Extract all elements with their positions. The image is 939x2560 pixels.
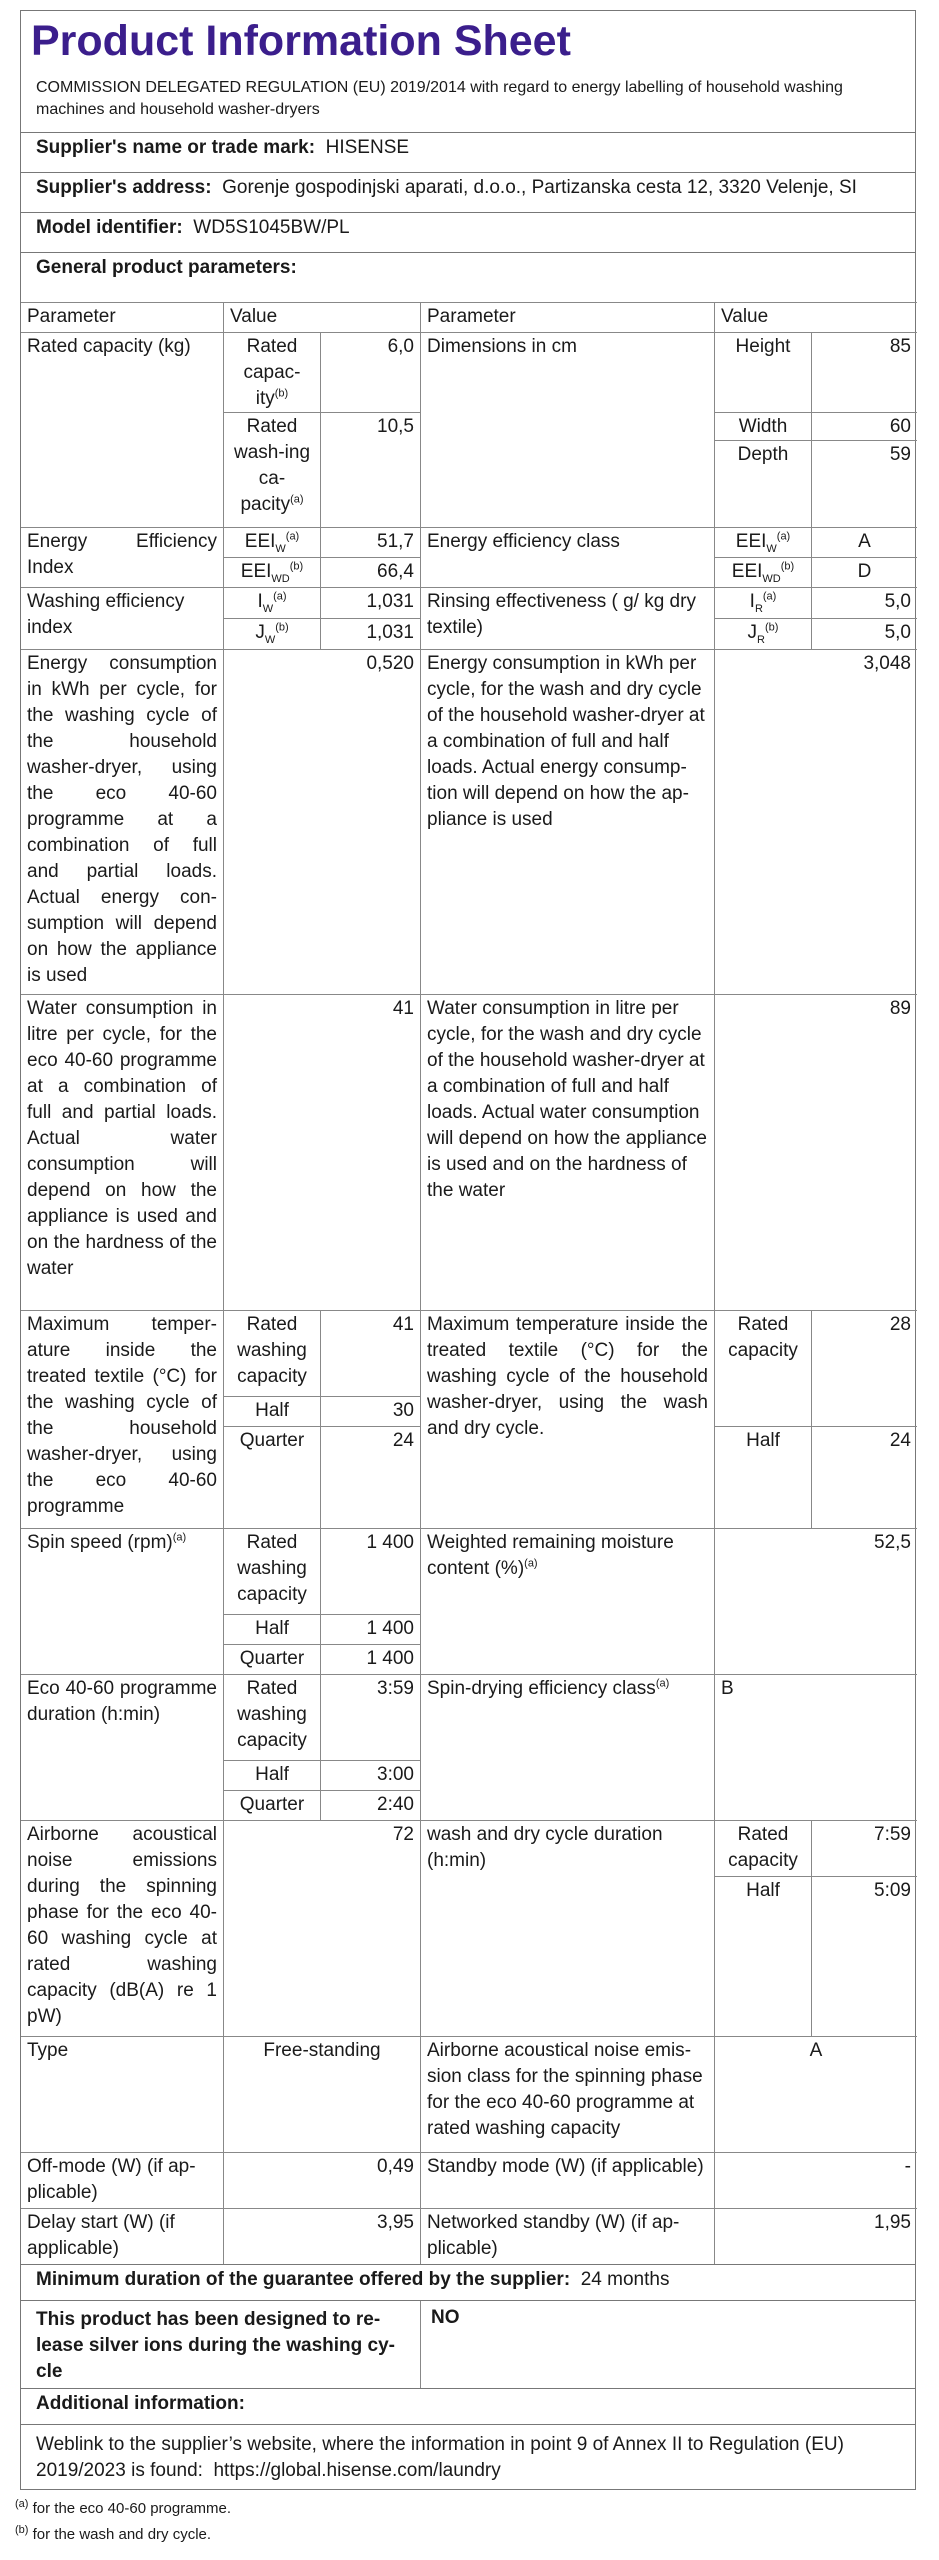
jw-value: 1,031 [320,618,420,649]
eco-duration-label: Eco 40-60 programme duration (h:min) [21,1674,223,1820]
spin-speed-label: Spin speed (rpm)$^{(a)}$ [21,1528,223,1674]
supplier-row [21,132,915,173]
wd-duration-rated-label: Rated capacity [714,1820,811,1876]
wd-duration-half-value: 5:09 [811,1876,917,2036]
model-value: WD5S1045BW/PL [193,217,350,238]
spin-rated-label: Rated washing capacity [223,1528,320,1614]
weblink-url[interactable]: https://global.hisense.com/laundry [213,2460,501,2481]
address-row [21,172,915,213]
supplier-label: Supplier's name or trade mark: [36,137,316,158]
max-temperature-label: Maximum temperature inside the treated textile (°C) for the washing cycle of the household washer-dryer, using the eco 40-60 programme [21,1310,223,1528]
rinse-label: Rinsing effectiveness ( g/ kg dry textile) [420,587,714,649]
max-temp-half-value: 30 [320,1396,420,1426]
rated-washing-capacity-value: 10,5 [320,412,420,527]
type-label: Type [21,2036,223,2152]
guarantee-row [21,2264,915,2299]
rated-capacity-sublabel: Rated capac-ity$^{(b)}$ [223,332,320,412]
supplier-value: HISENSE [325,137,410,158]
iw-label: $I_W^{(a)}$ [223,587,320,618]
max-temp-quarter-value: 24 [320,1426,420,1528]
moisture-value: 52,5 [714,1528,917,1674]
wei-label: Washing efficiency index [21,587,223,649]
spin-class-label: Spin-drying efficiency class$^{(a)}$ [420,1674,714,1820]
depth-label: Depth [714,440,811,527]
general-heading: General product parameters: [36,257,297,278]
height-value: 85 [811,332,917,412]
eco-half-value: 3:00 [320,1760,420,1790]
page-title: Product Information Sheet [31,17,571,65]
silver-row [21,2300,915,2389]
eec-label: Energy efficiency class [420,527,714,587]
depth-value: 59 [811,440,917,527]
eei-wd-value: 66,4 [320,557,420,587]
type-value: Free-standing [223,2036,420,2152]
width-label: Width [714,412,811,440]
jr-value: 5,0 [811,618,917,649]
off-mode-value: 0,49 [223,2152,420,2208]
eec-w-label: $EEI_W^{(a)}$ [714,527,811,557]
max-temp-rated-label: Rated washing capacity [223,1310,320,1396]
max-temp-half-label: Half [223,1396,320,1426]
model-label: Model identifier: [36,217,183,238]
eco-half-label: Half [223,1760,320,1790]
noise-label: Airborne acoustical noise emissions during the spinning phase for the eco 40-60 washing cycle at rated washing capacity (dB(A) re 1 pW) [21,1820,223,2036]
guarantee-value: 24 months [580,2269,670,2290]
energy-consumption-wd-label: Energy consumption in kWh per cycle, for the wash and dry cycle of the household washer-dryer at a combination of full and half loads. Actual energy consumption will depend on how the appliance is used [420,649,714,994]
spin-quarter-label: Quarter [223,1644,320,1674]
width-value: 60 [811,412,917,440]
max-temp-wd-rated-value: 28 [811,1310,917,1426]
off-mode-label: Off-mode (W) (if applicable) [21,2152,223,2208]
standby-value: - [714,2152,917,2208]
moisture-label: Weighted remaining moisture content (%)$^{(a)}$ [420,1528,714,1674]
max-temp-rated-value: 41 [320,1310,420,1396]
rated-capacity-label: Rated capacity (kg) [21,332,223,527]
energy-consumption-label: Energy consumption in kWh per cycle, for the washing cycle of the household washer-dryer, using the eco 40-60 programme at a combination of full and partial loads. Actual energy consumption will depend on how the appliance is used [21,649,223,994]
eei-label: Energy Efficiency Index [21,527,223,587]
wd-duration-half-label: Half [714,1876,811,2036]
ir-value: 5,0 [811,587,917,618]
address-value: Gorenje gospodinjski aparati, d.o.o., Partizanska cesta 12, 3320 Velenje, SI [222,177,857,198]
silver-label: This product has been designed to release silver ions during the washing cycle [36,2309,395,2382]
noise-value: 72 [223,1820,420,2036]
networked-standby-label: Networked standby (W) (if applicable) [420,2208,714,2264]
water-consumption-label: Water consumption in litre per cycle, for the eco 40-60 programme at a combination of full and partial loads. Actual water consumption will depend on how the appliance is used and on the hardness of the water [21,994,223,1310]
eec-w-value: A [811,527,917,557]
jr-label: $J_R^{(b)}$ [714,618,811,649]
dimensions-label: Dimensions in cm [420,332,714,527]
address-label: Supplier's address: [36,177,212,198]
eco-quarter-label: Quarter [223,1790,320,1820]
water-consumption-value: 41 [223,994,420,1310]
rated-washing-capacity-sublabel: Rated wash-ing ca-pacity$^{(a)}$ [223,412,320,527]
additional-heading: Additional information: [36,2393,245,2414]
spin-class-value: B [714,1674,917,1820]
parameters-table [21,302,915,2262]
noise-class-label: Airborne acoustical noise emission class for the spinning phase for the eco 40-60 programme at rated washing capacity [420,2036,714,2152]
header-value-right: Value [714,302,917,332]
wd-duration-label: wash and dry cycle duration (h:min) [420,1820,714,2036]
max-temp-wd-half-label: Half [714,1426,811,1528]
eco-rated-value: 3:59 [320,1674,420,1760]
max-temp-wd-rated-label: Rated capacity [714,1310,811,1426]
max-temp-wd-half-value: 24 [811,1426,917,1528]
eei-w-label: $EEI_W^{(a)}$ [223,527,320,557]
header-parameter-right: Parameter [420,302,714,332]
eco-rated-label: Rated washing capacity [223,1674,320,1760]
header-value-left: Value [223,302,420,332]
spin-half-value: 1 400 [320,1614,420,1644]
guarantee-label: Minimum duration of the guarantee offered by the supplier: [36,2269,571,2290]
delay-start-label: Delay start (W) (if applicable) [21,2208,223,2264]
spin-rated-value: 1 400 [320,1528,420,1614]
weblink-label: Weblink to the supplier’s website, where the information in point 9 of Annex II to Regulation (EU) 2019/2023 is found: [36,2434,844,2481]
additional-row [21,2388,915,2425]
footnote-b: $^{(b)}$ for the wash and dry cycle. [15,2524,212,2543]
max-temp-quarter-label: Quarter [223,1426,320,1528]
rated-capacity-dry-value: 6,0 [320,332,420,412]
noise-class-value: A [714,2036,917,2152]
jw-label: $J_W^{(b)}$ [223,618,320,649]
model-row [21,212,915,253]
ir-label: $I_R^{(a)}$ [714,587,811,618]
max-temperature-wd-label: Maximum temperature inside the treated textile (°C) for the washing cycle of the household washer-dryer, using the wash and dry cycle. [420,1310,714,1528]
eco-quarter-value: 2:40 [320,1790,420,1820]
footnote-a: $^{(a)}$ for the eco 40-60 programme. [15,2498,232,2517]
spin-quarter-value: 1 400 [320,1644,420,1674]
height-label: Height [714,332,811,412]
wd-duration-rated-value: 7:59 [811,1820,917,1876]
iw-value: 1,031 [320,587,420,618]
silver-value: NO [431,2307,460,2328]
spin-half-label: Half [223,1614,320,1644]
regulation-text: COMMISSION DELEGATED REGULATION (EU) 2019/2014 with regard to energy labelling of household washing machines and household washer-dryers [36,79,843,118]
energy-consumption-value: 0,520 [223,649,420,994]
information-sheet [20,10,916,2490]
water-consumption-wd-label: Water consumption in litre per cycle, for the wash and dry cycle of the household washer-dryer at a combination of full and half loads. Actual water consumption will depend on how the appliance is used and on the hardness of the water [420,994,714,1310]
delay-start-value: 3,95 [223,2208,420,2264]
networked-standby-value: 1,95 [714,2208,917,2264]
eei-w-value: 51,7 [320,527,420,557]
general-heading-row [21,252,915,293]
water-consumption-wd-value: 89 [714,994,917,1310]
weblink-row [21,2424,915,2491]
standby-label: Standby mode (W) (if applicable) [420,2152,714,2208]
eec-wd-label: $EEI_{WD}^{(b)}$ [714,557,811,587]
header-parameter-left: Parameter [21,302,223,332]
eec-wd-value: D [811,557,917,587]
energy-consumption-wd-value: 3,048 [714,649,917,994]
eei-wd-label: $EEI_{WD}^{(b)}$ [223,557,320,587]
